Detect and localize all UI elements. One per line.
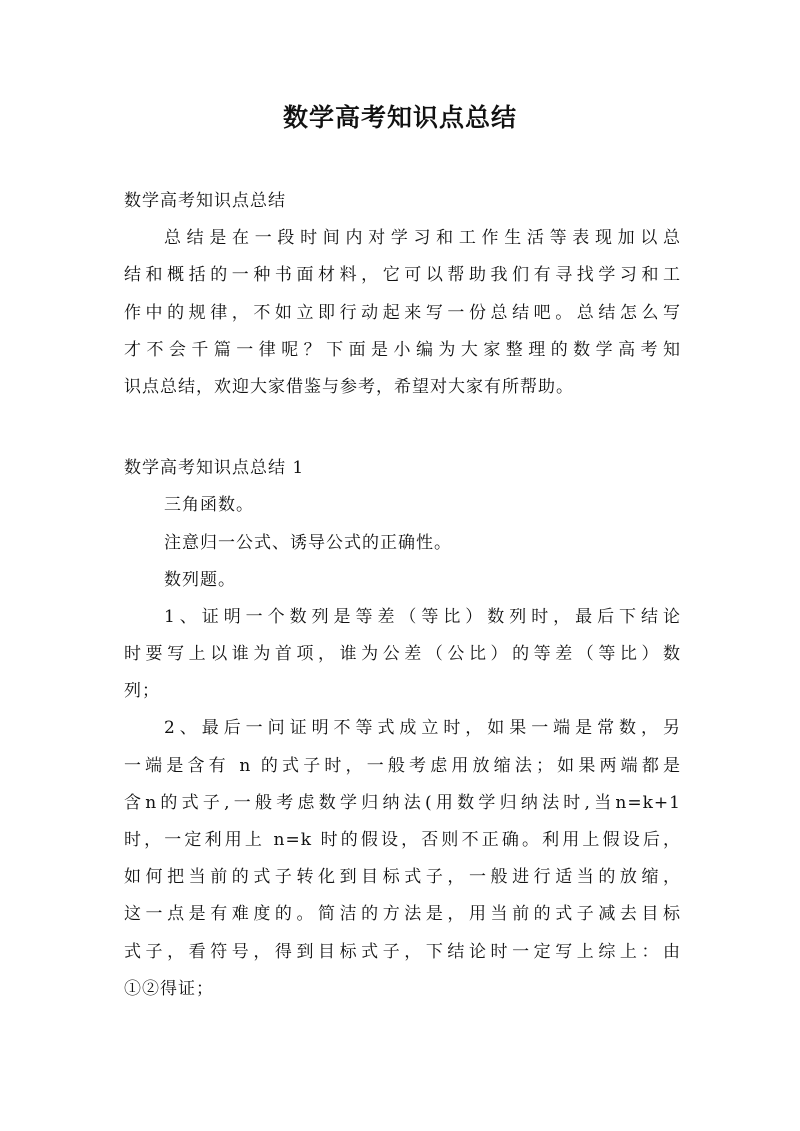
item-2-line: ①②得证； [124, 978, 214, 999]
topic-trig: 三角函数。 [164, 495, 254, 516]
trig-note: 注意归一公式、诱导公式的正确性。 [164, 532, 452, 553]
item-2-line: 如何把当前的式子转化到目标式子，一般进行适当的放缩， [124, 867, 681, 888]
item-1-line: 列； [124, 681, 160, 702]
document-title: 数学高考知识点总结 [282, 103, 517, 132]
section-heading: 数学高考知识点总结 [124, 191, 286, 211]
intro-line: 结和概括的一种书面材料，它可以帮助我们有寻找学习和工 [124, 265, 681, 286]
item-2-line: 含n的式子,一般考虑数学归纳法(用数学归纳法时,当n=k+1 [124, 792, 681, 813]
item-2-line: 式子，看符号，得到目标式子，下结论时一定写上综上：由 [124, 941, 681, 962]
item-2-line: 时，一定利用上 n=k 时的假设，否则不正确。利用上假设后， [124, 830, 681, 850]
paragraph-spacer [124, 406, 681, 450]
item-2-line: 一端是含有 n 的式子时，一般考虑用放缩法；如果两端都是 [124, 755, 681, 776]
intro-line: 作中的规律，不如立即行动起来写一份总结吧。总结怎么写 [124, 302, 681, 323]
item-2-line: 2、最后一问证明不等式成立时，如果一端是常数，另 [164, 718, 681, 739]
item-1-line: 时要写上以谁为首项，谁为公差（公比）的等差（等比）数 [124, 644, 681, 665]
intro-line: 识点总结，欢迎大家借鉴与参考，希望对大家有所帮助。 [124, 376, 574, 397]
item-1-line: 1、证明一个数列是等差（等比）数列时，最后下结论 [164, 606, 681, 627]
topic-sequence: 数列题。 [164, 569, 236, 590]
item-1-paragraph [124, 599, 681, 711]
item-2-paragraph [124, 710, 681, 1008]
intro-line: 才不会千篇一律呢？下面是小编为大家整理的数学高考知 [124, 339, 681, 360]
subheading: 数学高考知识点总结 1 [124, 458, 305, 479]
intro-line: 总结是在一段时间内对学习和工作生活等表现加以总 [164, 228, 681, 249]
item-2-line: 这一点是有难度的。简洁的方法是，用当前的式子减去目标 [124, 904, 681, 925]
intro-paragraph [124, 220, 681, 406]
document-body [124, 183, 681, 1008]
